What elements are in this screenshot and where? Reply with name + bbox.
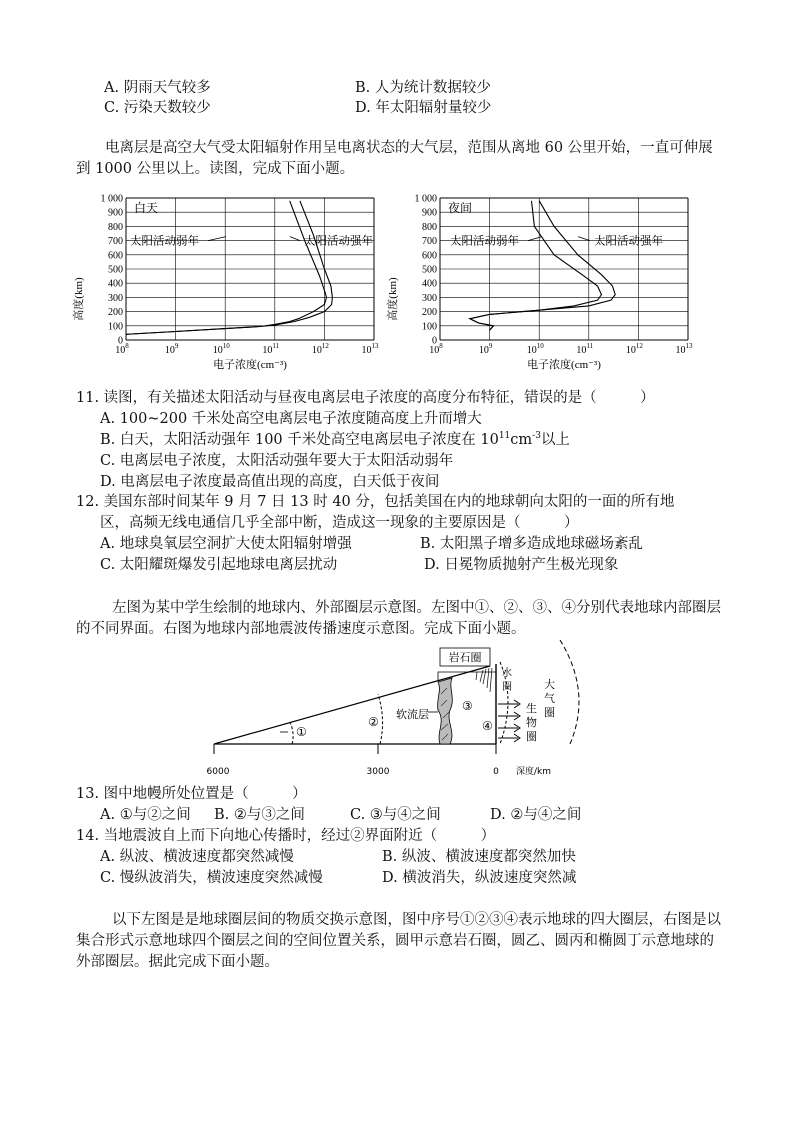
lithosphere-label: 岩石圈: [448, 651, 482, 664]
intro-ionosphere: 电离层是高空大气受太阳辐射作用呈电离状态的大气层，范围从离地 60 公里开始，一直可伸展到 1000 公里以上。读图，完成下面小题。: [76, 140, 713, 177]
x-tick-label: $10^9$: [164, 342, 179, 356]
y-tick-label: 700: [422, 236, 437, 248]
q14-option-d: D. 横波消失，纵波速度突然减: [382, 870, 577, 886]
q10-option-d: D. 年太阳辐射量较少: [355, 100, 492, 116]
x-tick-label: $10^{13}$: [675, 342, 693, 356]
y-tick-label: 500: [422, 264, 437, 276]
panel-label: 夜间: [448, 201, 473, 215]
q14-option-c: C. 慢纵波消失，横波速度突然减慢: [100, 870, 323, 886]
q13-option-a: A. ①与②之间: [100, 807, 191, 823]
x-tick-label: $10^{11}$: [576, 342, 594, 356]
day-electron-density-chart: [66, 186, 396, 384]
q10-option-c: C. 污染天数较少: [104, 100, 211, 116]
hydrosphere-label-1: 水: [502, 668, 512, 679]
x-tick-label: $10^{13}$: [361, 342, 379, 356]
intro-material-exchange: 以下左图是是地球圈层间的物质交换示意图，图中序号①②③④表示地球的四大圈层，右图是以集合形式示意地球四个圈层之间的空间位置关系，圆甲示意岩石圈，圆乙、圆丙和椭圆丁示意地球的外部圈层。据此完成下面小题。: [76, 912, 721, 970]
q14-option-a: A. 纵波、横波速度都突然减慢: [100, 849, 294, 865]
asthenosphere-label: 软流层: [396, 708, 429, 721]
depth-0-label: 0: [493, 767, 499, 777]
y-axis-label: 高度(km): [387, 277, 399, 321]
y-axis-label: 高度(km): [73, 277, 85, 321]
depth-unit-label: 深度/km: [516, 767, 552, 777]
q12-stem-line1: 12. 美国东部时间某年 9 月 7 日 13 时 40 分，包括美国在内的地球朝向太阳的一面的所有地: [76, 494, 675, 510]
q11-option-c: C. 电离层电子浓度，太阳活动强年要大于太阳活动弱年: [100, 453, 454, 469]
q11-stem: 11. 读图，有关描述太阳活动与昼夜电离层电子浓度的高度分布特征，错误的是（ ）: [76, 390, 655, 406]
biosphere-label-2: 物: [526, 716, 537, 729]
series-line-weak: [126, 201, 327, 334]
q13-stem: 13. 图中地幔所处位置是（ ）: [76, 786, 307, 802]
q12-option-a: A. 地球臭氧层空洞扩大使太阳辐射增强: [100, 536, 352, 552]
q12-stem-line2: 区，高频无线电通信几乎全部中断，造成这一现象的主要原因是（ ）: [100, 515, 579, 531]
q12-option-c: C. 太阳耀斑爆发引起地球电离层扰动: [100, 557, 338, 573]
hydrosphere-label-2: 圈: [502, 682, 512, 693]
y-tick-label: 400: [422, 278, 437, 290]
depth-6000-label: 6000: [206, 767, 230, 777]
biosphere-label-1: 生: [526, 702, 537, 715]
q12-option-d: D. 日冕物质抛射产生极光现象: [424, 557, 619, 573]
x-tick-label: $10^{12}$: [625, 342, 643, 356]
y-tick-label: 1 000: [414, 193, 437, 205]
x-tick-label: $10^8$: [115, 342, 129, 356]
atmosphere-label-3: 圈: [544, 706, 555, 719]
leader-line-weak: [208, 237, 226, 241]
x-tick-label: $10^{10}$: [526, 342, 544, 356]
series-label-strong: 太阳活动强年: [594, 235, 663, 248]
q13-option-c: C. ③与④之间: [350, 807, 441, 823]
series-label-weak: 太阳活动弱年: [450, 235, 519, 248]
q13-option-b: B. ②与③之间: [214, 807, 305, 823]
y-tick-label: 800: [108, 221, 123, 233]
leader-line-strong: [290, 237, 300, 241]
y-tick-label: 700: [108, 236, 123, 248]
q14-stem: 14. 当地震波自上而下向地心传播时，经过②界面附近（ ）: [76, 828, 496, 844]
x-axis-label: 电子浓度(cm⁻³): [527, 359, 601, 371]
q10-option-a: A. 阴雨天气较多: [104, 80, 211, 96]
night-electron-density-chart: [380, 186, 710, 384]
y-tick-label: 0: [118, 335, 123, 347]
q11-option-d: D. 电离层电子浓度最高值出现的高度，白天低于夜间: [100, 474, 440, 490]
interface-4-label: ④: [482, 719, 493, 733]
y-tick-label: 900: [422, 207, 437, 219]
interface-3-label: ③: [462, 699, 473, 713]
series-line-strong: [126, 201, 332, 334]
y-tick-label: 200: [108, 307, 123, 319]
y-tick-label: 600: [422, 250, 437, 262]
q12-option-b: B. 太阳黑子增多造成地球磁场紊乱: [420, 536, 643, 552]
q11-option-b: B. 白天，太阳活动强年 100 千米处高空电离层电子浓度在 $10^{11}cm^{-3}$以上: [100, 431, 570, 448]
atmosphere-label-2: 气: [544, 692, 555, 705]
biosphere-label-3: 圈: [526, 730, 537, 743]
y-tick-label: 800: [422, 221, 437, 233]
depth-3000-label: 3000: [366, 767, 390, 777]
leader-line-strong: [578, 237, 590, 241]
earth-layers-diagram: [200, 640, 600, 780]
interface-1-label: ①: [296, 725, 307, 739]
q13-option-d: D. ②与④之间: [490, 807, 582, 823]
y-tick-label: 200: [422, 307, 437, 319]
x-tick-label: $10^8$: [429, 342, 443, 356]
interface-2-label: ②: [368, 715, 379, 729]
q10-option-b: B. 人为统计数据较少: [355, 80, 491, 96]
series-line-strong: [470, 201, 615, 330]
y-tick-label: 0: [432, 335, 437, 347]
y-tick-label: 400: [108, 278, 123, 290]
x-tick-label: $10^{11}$: [262, 342, 280, 356]
x-tick-label: $10^{10}$: [212, 342, 230, 356]
y-tick-label: 600: [108, 250, 123, 262]
panel-label: 白天: [134, 201, 159, 215]
y-tick-label: 1 000: [100, 193, 123, 205]
y-tick-label: 900: [108, 207, 123, 219]
q14-option-b: B. 纵波、横波速度都突然加快: [382, 849, 576, 865]
x-axis-label: 电子浓度(cm⁻³): [213, 359, 287, 371]
y-tick-label: 300: [108, 292, 123, 304]
y-tick-label: 300: [422, 292, 437, 304]
x-tick-label: $10^9$: [478, 342, 493, 356]
y-tick-label: 100: [422, 321, 437, 333]
q11-option-a: A. 100~200 千米处高空电离层电子浓度随高度上升而增大: [100, 411, 482, 427]
leader-line-weak: [528, 237, 542, 241]
y-tick-label: 500: [108, 264, 123, 276]
atmosphere-label-1: 大: [544, 678, 555, 691]
x-tick-label: $10^{12}$: [311, 342, 329, 356]
intro-earth-layers: 左图为某中学生绘制的地球内、外部圈层示意图。左图中①、②、③、④分别代表地球内部圈层的不同界面。右图为地球内部地震波传播速度示意图。完成下面小题。: [76, 600, 721, 637]
series-label-strong: 太阳活动强年: [304, 235, 373, 248]
series-label-weak: 太阳活动弱年: [130, 235, 199, 248]
y-tick-label: 100: [108, 321, 123, 333]
